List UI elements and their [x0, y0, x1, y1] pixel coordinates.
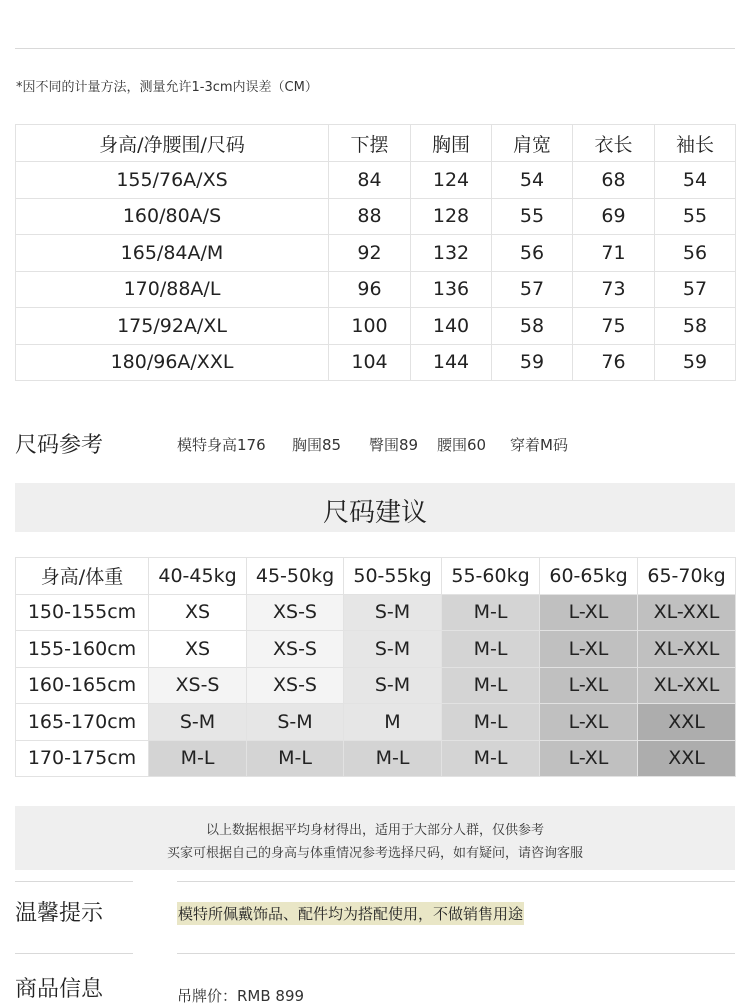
size-cell: M-L: [247, 740, 344, 777]
spec-cell: 57: [492, 271, 573, 308]
product-info-label: 商品信息: [15, 977, 104, 1002]
size-cell: M-L: [149, 740, 247, 777]
tips-divider-right: [177, 881, 735, 882]
size-cell: XS: [149, 594, 247, 631]
suggestion-header-cell: 50-55kg: [344, 558, 442, 595]
size-reference-label: 尺码参考: [15, 433, 104, 458]
spec-cell: 140: [411, 308, 492, 345]
size-suggestion-banner: [15, 483, 735, 532]
suggestion-header-cell: 60-65kg: [540, 558, 638, 595]
size-cell: XS-S: [247, 667, 344, 704]
size-cell: S-M: [344, 631, 442, 668]
spec-cell: 124: [411, 162, 492, 199]
spec-row: [16, 344, 736, 381]
size-cell: M-L: [442, 594, 540, 631]
spec-cell: 68: [573, 162, 655, 199]
disclaimer-box: [15, 806, 735, 870]
size-suggestion-table: [15, 557, 736, 777]
height-range-cell: 165-170cm: [16, 704, 149, 741]
size-cell: XS: [149, 631, 247, 668]
size-cell: L-XL: [540, 667, 638, 704]
model-bust: 胸围85: [292, 436, 342, 454]
size-cell: XS-S: [247, 631, 344, 668]
spec-header-cell: 袖长: [655, 125, 736, 162]
size-cell: M-L: [442, 631, 540, 668]
spec-row: [16, 162, 736, 199]
suggestion-row: [16, 594, 736, 631]
size-cell: XXL: [638, 704, 736, 741]
spec-cell: 56: [655, 235, 736, 272]
spec-cell: 104: [329, 344, 411, 381]
tips-label: 温馨提示: [15, 901, 104, 926]
size-cell: XXL: [638, 740, 736, 777]
height-range-cell: 155-160cm: [16, 631, 149, 668]
spec-cell: 58: [655, 308, 736, 345]
spec-cell: 92: [329, 235, 411, 272]
disclaimer-line: 买家可根据自己的身高与体重情况参考选择尺码，如有疑问，请咨询客服: [166, 846, 583, 861]
spec-row: [16, 271, 736, 308]
size-cell: L-XL: [540, 594, 638, 631]
size-cell: S-M: [344, 667, 442, 704]
height-range-cell: 170-175cm: [16, 740, 149, 777]
size-cell: S-M: [149, 704, 247, 741]
info-divider-left: [15, 953, 133, 954]
spec-cell: 54: [655, 162, 736, 199]
tag-price: 吊牌价：RMB 899: [177, 987, 305, 1005]
height-range-cell: 160-165cm: [16, 667, 149, 704]
spec-cell: 73: [573, 271, 655, 308]
suggestion-row: [16, 740, 736, 777]
spec-cell: 56: [492, 235, 573, 272]
spec-cell: 160/80A/S: [16, 198, 329, 235]
model-height: 模特身高176: [177, 436, 266, 454]
spec-header-cell: 衣长: [573, 125, 655, 162]
spec-cell: 128: [411, 198, 492, 235]
model-wearing-size: 穿着M码: [510, 436, 568, 454]
suggestion-row: [16, 631, 736, 668]
size-cell: XS-S: [247, 594, 344, 631]
spec-cell: 96: [329, 271, 411, 308]
suggestion-header-cell: 65-70kg: [638, 558, 736, 595]
spec-cell: 76: [573, 344, 655, 381]
spec-row: [16, 308, 736, 345]
disclaimer-line: 以上数据根据平均身材得出，适用于大部分人群，仅供参考: [205, 823, 544, 838]
spec-cell: 175/92A/XL: [16, 308, 329, 345]
suggestion-header-cell: 55-60kg: [442, 558, 540, 595]
spec-header-cell: 胸围: [411, 125, 492, 162]
spec-header-row: [16, 125, 736, 162]
spec-header-cell: 肩宽: [492, 125, 573, 162]
suggestion-header-cell: 45-50kg: [247, 558, 344, 595]
size-cell: M-L: [442, 704, 540, 741]
spec-cell: 69: [573, 198, 655, 235]
spec-cell: 58: [492, 308, 573, 345]
size-suggestion-title: 尺码建议: [322, 498, 427, 528]
spec-cell: 84: [329, 162, 411, 199]
spec-cell: 132: [411, 235, 492, 272]
tips-text: 模特所佩戴饰品、配件均为搭配使用，不做销售用途: [177, 902, 524, 925]
suggestion-header-cell: 40-45kg: [149, 558, 247, 595]
spec-cell: 71: [573, 235, 655, 272]
size-cell: M-L: [442, 667, 540, 704]
height-range-cell: 150-155cm: [16, 594, 149, 631]
spec-cell: 136: [411, 271, 492, 308]
spec-cell: 100: [329, 308, 411, 345]
model-waist: 腰围60: [437, 436, 487, 454]
spec-cell: 59: [492, 344, 573, 381]
spec-cell: 59: [655, 344, 736, 381]
size-cell: XL-XXL: [638, 594, 736, 631]
size-cell: XL-XXL: [638, 667, 736, 704]
size-cell: XS-S: [149, 667, 247, 704]
spec-cell: 144: [411, 344, 492, 381]
spec-cell: 88: [329, 198, 411, 235]
size-cell: L-XL: [540, 631, 638, 668]
size-cell: M-L: [442, 740, 540, 777]
model-hip: 臀围89: [369, 436, 419, 454]
spec-header-cell: 下摆: [329, 125, 411, 162]
spec-cell: 165/84A/M: [16, 235, 329, 272]
spec-cell: 75: [573, 308, 655, 345]
size-cell: XL-XXL: [638, 631, 736, 668]
suggestion-header-row: [16, 558, 736, 595]
spec-cell: 170/88A/L: [16, 271, 329, 308]
size-cell: L-XL: [540, 740, 638, 777]
suggestion-header-cell: 身高/体重: [16, 558, 149, 595]
spec-cell: 155/76A/XS: [16, 162, 329, 199]
spec-cell: 55: [655, 198, 736, 235]
size-cell: L-XL: [540, 704, 638, 741]
size-cell: M-L: [344, 740, 442, 777]
info-divider-right: [177, 953, 735, 954]
tips-divider-left: [15, 881, 133, 882]
suggestion-row: [16, 704, 736, 741]
spec-cell: 180/96A/XXL: [16, 344, 329, 381]
spec-row: [16, 198, 736, 235]
size-spec-table: [15, 124, 736, 381]
measurement-note: *因不同的计量方法，测量允许1-3cm内误差（CM）: [16, 80, 318, 95]
size-cell: S-M: [247, 704, 344, 741]
size-cell: S-M: [344, 594, 442, 631]
spec-cell: 55: [492, 198, 573, 235]
suggestion-row: [16, 667, 736, 704]
spec-cell: 57: [655, 271, 736, 308]
spec-cell: 54: [492, 162, 573, 199]
spec-row: [16, 235, 736, 272]
top-divider: [15, 48, 735, 49]
size-cell: M: [344, 704, 442, 741]
spec-header-cell: 身高/净腰围/尺码: [16, 125, 329, 162]
